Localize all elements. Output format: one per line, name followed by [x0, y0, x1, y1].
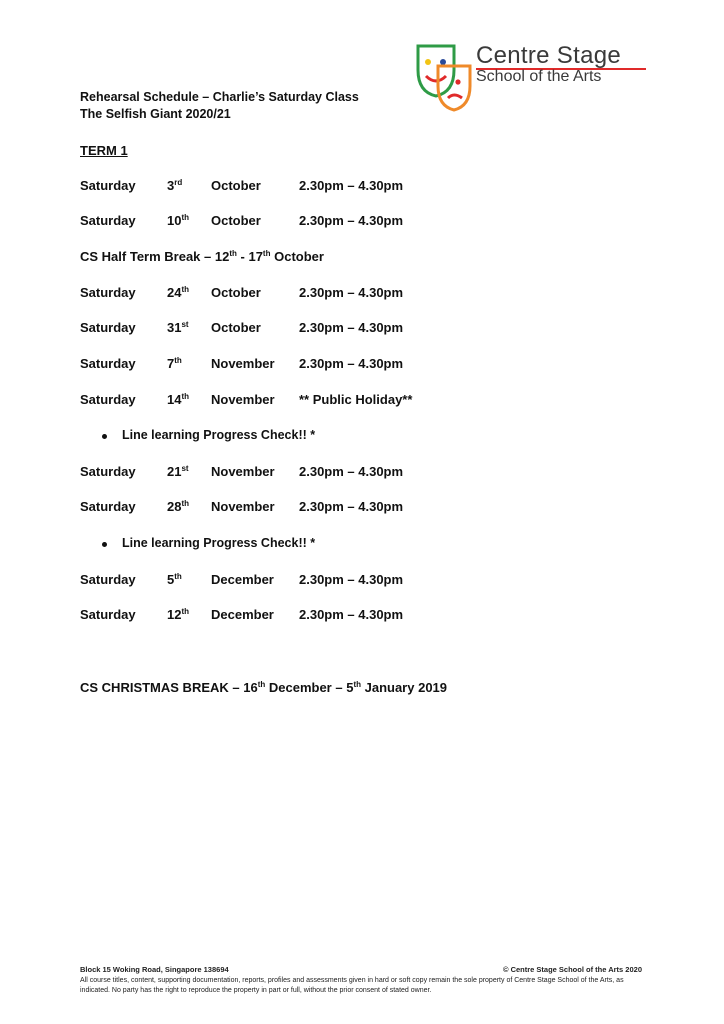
footer-disclaimer: All course titles, content, supporting documentation, reports, profiles and assessments given in hard or soft copy remain the sole property of Centre Stage School of the Arts, as indicated. No party has the right to reproduce the property in part or full, without the prior consent of stated owner. — [80, 977, 624, 994]
brand-name-line1: Centre Stage — [476, 42, 622, 69]
row-day: Saturday — [80, 356, 136, 371]
row-day: Saturday — [80, 499, 136, 514]
row-day: Saturday — [80, 285, 136, 300]
row-day: Saturday — [80, 178, 136, 193]
row-date: 21st — [167, 464, 189, 479]
row-date: 7th — [167, 356, 182, 371]
row-time: 2.30pm – 4.30pm — [299, 320, 404, 335]
row-month: October — [211, 178, 261, 193]
row-month: November — [211, 356, 275, 371]
row-time: 2.30pm – 4.30pm — [299, 213, 404, 228]
row-date: 28th — [167, 499, 190, 514]
half-term-break: CS Half Term Break – 12th - 17th October — [80, 249, 324, 264]
row-date: 3rd — [167, 178, 183, 193]
row-time: ** Public Holiday** — [299, 392, 413, 407]
row-month: December — [211, 572, 274, 587]
progress-check-note: Line learning Progress Check!! * — [122, 428, 316, 442]
brand-name-line2: School of the Arts — [476, 68, 602, 85]
bullet-icon — [102, 434, 107, 439]
row-date: 10th — [167, 213, 190, 228]
row-date: 5th — [167, 572, 182, 587]
row-month: October — [211, 213, 261, 228]
row-time: 2.30pm – 4.30pm — [299, 499, 404, 514]
row-month: October — [211, 320, 261, 335]
row-time: 2.30pm – 4.30pm — [299, 356, 404, 371]
row-time: 2.30pm – 4.30pm — [299, 607, 404, 622]
title-line1: Rehearsal Schedule – Charlie’s Saturday Class — [80, 90, 359, 104]
row-time: 2.30pm – 4.30pm — [299, 285, 404, 300]
row-month: November — [211, 464, 275, 479]
title-line2: The Selfish Giant 2020/21 — [80, 107, 231, 121]
christmas-break: CS CHRISTMAS BREAK – 16th December – 5th January 2019 — [80, 680, 448, 695]
row-day: Saturday — [80, 392, 136, 407]
row-date: 12th — [167, 607, 190, 622]
row-time: 2.30pm – 4.30pm — [299, 572, 404, 587]
row-time: 2.30pm – 4.30pm — [299, 178, 404, 193]
schedule-title — [80, 89, 359, 123]
row-date: 24th — [167, 285, 190, 300]
footer-address: Block 15 Woking Road, Singapore 138694 — [80, 965, 229, 974]
row-day: Saturday — [80, 213, 136, 228]
bullet-icon — [102, 542, 107, 547]
row-day: Saturday — [80, 572, 136, 587]
row-day: Saturday — [80, 320, 136, 335]
row-month: October — [211, 285, 261, 300]
footer-copyright: © Centre Stage School of the Arts 2020 — [502, 965, 642, 974]
theatre-masks-logo-icon — [412, 40, 476, 112]
row-month: November — [211, 392, 275, 407]
row-month: December — [211, 607, 274, 622]
row-day: Saturday — [80, 464, 136, 479]
row-date: 14th — [167, 392, 190, 407]
row-day: Saturday — [80, 607, 136, 622]
progress-check-note: Line learning Progress Check!! * — [122, 536, 316, 550]
row-month: November — [211, 499, 275, 514]
term-label: TERM 1 — [80, 143, 128, 158]
row-time: 2.30pm – 4.30pm — [299, 464, 404, 479]
page-footer — [80, 965, 642, 996]
row-date: 31st — [167, 320, 189, 335]
